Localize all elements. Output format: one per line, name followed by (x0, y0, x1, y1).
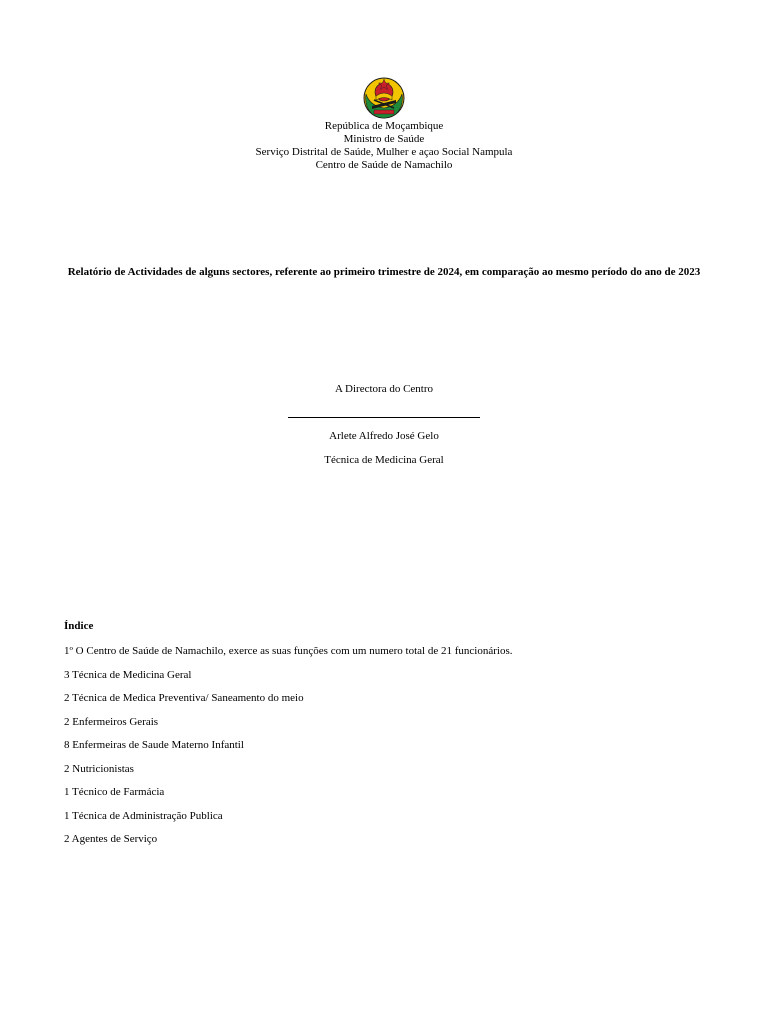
signature-line (288, 417, 480, 418)
mozambique-coat-of-arms-emblem (362, 76, 406, 120)
list-item: 1 Técnica de Administração Publica (64, 809, 223, 822)
header-district-service: Serviço Distrital de Saúde, Mulher e açao Social Nampula (255, 146, 513, 158)
header-ministry: Ministro de Saúde (343, 133, 425, 145)
signature-role: A Directora do Centro (334, 383, 434, 395)
list-item: 8 Enfermeiras de Saude Materno Infantil (64, 739, 244, 751)
list-item: 2 Nutricionistas (64, 762, 134, 775)
list-item: 2 Técnica de Medica Preventiva/ Saneamento do meio (64, 692, 304, 704)
list-item: 1 Técnico de Farmácia (64, 786, 165, 798)
header-health-centre: Centro de Saúde de Namachilo (315, 159, 453, 171)
index-list (64, 645, 512, 857)
index-heading: Índice (64, 620, 94, 632)
list-item: 2 Enfermeiros Gerais (64, 715, 159, 728)
report-title: Relatório de Actividades de alguns sectores, referente ao primeiro trimestre de 2024, em comparação ao mesmo período do ano de 2023 (67, 266, 701, 278)
list-item: 3 Técnica de Medicina Geral (64, 668, 192, 681)
list-item: 2 Agentes de Serviço (64, 833, 158, 845)
signature-name: Arlete Alfredo José Gelo (329, 430, 439, 442)
institution-header (0, 120, 768, 172)
header-country: República de Moçambique (324, 120, 444, 132)
signature-position: Técnica de Medicina Geral (324, 454, 444, 466)
index-intro: 1º O Centro de Saúde de Namachilo, exerce as suas funções com um numero total de 21 funcionários. (64, 645, 513, 657)
